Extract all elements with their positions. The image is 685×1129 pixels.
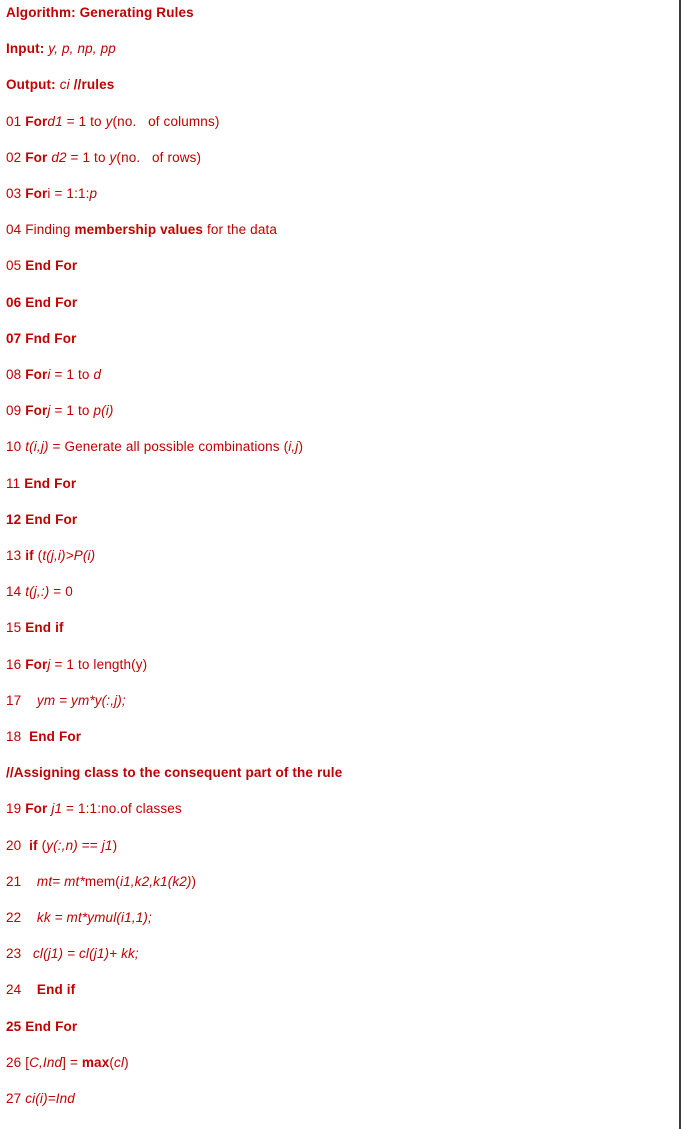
line-segment: 08 (6, 367, 26, 382)
line-segment: 05 (6, 258, 26, 274)
algorithm-line (6, 113, 220, 131)
line-segment: j (47, 656, 51, 672)
line-segment: = 0 (49, 584, 73, 600)
line-segment: 23 (6, 946, 34, 962)
line-segment: ( (33, 548, 43, 563)
algorithm-line (6, 221, 277, 239)
line-segment: = 1 to length(y) (50, 656, 148, 672)
line-segment: End For (25, 258, 78, 274)
line-segment: t(j,:) (25, 584, 50, 600)
algorithm-line (6, 511, 77, 529)
algorithm-line (6, 294, 77, 312)
line-segment: = 1 to (50, 403, 94, 419)
line-segment: ] = (62, 1054, 82, 1070)
algorithm-line (6, 656, 147, 674)
algorithm-line (6, 945, 139, 963)
page-right-border (679, 0, 681, 1129)
line-segment: 26 [ (6, 1054, 30, 1070)
line-segment: ym = ym*y(:,j); (36, 692, 126, 708)
line-segment: For (25, 403, 48, 419)
line-segment: //rules (69, 77, 115, 93)
line-segment: End if (25, 620, 64, 636)
line-segment: 20 (6, 837, 30, 853)
line-segment: d2 (51, 149, 67, 165)
algorithm-line (6, 619, 64, 637)
line-segment: 12 End For (6, 511, 78, 527)
line-segment: cl (114, 1054, 125, 1070)
line-segment: End For (24, 475, 77, 491)
line-segment: //Assigning class to the consequent part of the rule (6, 765, 343, 781)
line-segment: For (25, 367, 48, 382)
algorithm-line (6, 40, 116, 58)
algorithm-line (6, 185, 97, 203)
algorithm-line (6, 4, 194, 22)
algorithm-line (6, 402, 114, 420)
line-segment: ) (112, 837, 118, 853)
line-segment: y(:,n) (46, 837, 78, 853)
line-segment: For (25, 113, 48, 129)
line-segment: For (25, 801, 48, 817)
line-segment: == (77, 837, 102, 853)
algorithm-line (6, 76, 114, 94)
line-segment: 03 (6, 186, 26, 201)
line-segment: p (89, 186, 98, 201)
line-segment: Input: (6, 41, 49, 57)
line-segment: 15 (6, 620, 26, 636)
line-segment: 06 End For (6, 294, 78, 310)
line-segment: = 1 to (66, 149, 110, 165)
line-segment: 13 (6, 548, 26, 563)
line-segment: ( (37, 837, 47, 853)
line-segment: End For (29, 729, 82, 744)
line-segment: 18 (6, 729, 30, 744)
line-segment: 25 End For (6, 1018, 78, 1034)
algorithm-line (6, 547, 95, 565)
line-segment: For (25, 656, 48, 672)
line-segment: 22 (6, 910, 37, 925)
line-segment: mt= mt* (36, 873, 85, 889)
algorithm-line (6, 800, 182, 818)
line-segment: membership values (74, 222, 204, 238)
line-segment: i (47, 367, 51, 382)
line-segment: 19 (6, 801, 26, 817)
line-segment: ) (298, 439, 304, 455)
algorithm-line (6, 1054, 129, 1072)
line-segment: i1,k2,k1(k2) (119, 873, 192, 889)
line-segment: 27 (6, 1091, 26, 1106)
algorithm-line (6, 149, 201, 167)
line-segment: 21 (6, 873, 37, 889)
line-segment: ) (191, 873, 197, 889)
line-segment: 16 (6, 656, 26, 672)
algorithm-line (6, 692, 126, 710)
line-segment: ci (59, 77, 70, 93)
line-segment: y, p, np, pp (48, 41, 116, 57)
line-segment: ci(i)=Ind (25, 1091, 75, 1106)
line-segment: d1 (47, 113, 63, 129)
line-segment: Algorithm: Generating Rules (6, 5, 194, 20)
line-segment: 10 (6, 439, 26, 455)
algorithm-line (6, 909, 152, 927)
line-segment: End if (36, 982, 76, 998)
line-segment: 11 (6, 475, 25, 491)
algorithm-line (6, 366, 101, 384)
line-segment: = 1 to (62, 113, 106, 129)
line-segment: i = 1:1: (47, 186, 90, 201)
line-segment: 07 Fnd For (6, 330, 77, 346)
line-segment: i,j (288, 439, 299, 455)
line-segment: C,Ind (29, 1054, 63, 1070)
line-segment: p(i) (93, 403, 114, 419)
line-segment: (no. of rows) (116, 149, 202, 165)
line-segment: if (29, 837, 38, 853)
line-segment: mem( (84, 873, 120, 889)
algorithm-line (6, 764, 342, 782)
line-segment: 01 (6, 113, 26, 129)
line-segment: For (25, 149, 48, 165)
line-segment: 14 (6, 584, 26, 600)
line-segment: 09 (6, 403, 26, 419)
line-segment: 24 (6, 982, 37, 998)
line-segment: kk = mt*ymul(i1,1); (36, 910, 152, 925)
algorithm-line (6, 583, 73, 601)
line-segment: j (47, 403, 51, 419)
line-segment: j1 (51, 801, 63, 817)
line-segment: For (25, 186, 48, 201)
algorithm-line (6, 873, 196, 891)
algorithm-line (6, 1090, 75, 1108)
line-segment: if (25, 548, 34, 563)
line-segment: j1 (101, 837, 113, 853)
line-segment: (no. of columns) (112, 113, 220, 129)
line-segment: t(j,i)>P(i) (42, 548, 96, 563)
algorithm-line (6, 257, 77, 275)
algorithm-line (6, 728, 81, 746)
line-segment: for the data (203, 222, 278, 238)
algorithm-line (6, 1018, 77, 1036)
line-segment: = 1 to (50, 367, 94, 382)
line-segment: = Generate all possible combinations ( (48, 439, 289, 455)
line-segment: max (81, 1054, 110, 1070)
algorithm-line (6, 330, 77, 348)
line-segment: = 1:1:no.of classes (62, 801, 182, 817)
line-segment: t(i,j) (25, 439, 49, 455)
line-segment: 17 (6, 692, 37, 708)
line-segment: y (105, 113, 113, 129)
line-segment: y (109, 149, 117, 165)
line-segment: 02 (6, 149, 26, 165)
line-segment: 04 Finding (6, 222, 75, 238)
algorithm-line (6, 981, 75, 999)
line-segment: Output: (6, 77, 60, 93)
line-segment: d (93, 367, 102, 382)
algorithm-line (6, 475, 76, 493)
algorithm-line (6, 837, 117, 855)
line-segment: cl(j1) = cl(j1)+ kk; (33, 946, 139, 962)
line-segment: ( (109, 1054, 115, 1070)
algorithm-line (6, 438, 303, 456)
line-segment: ) (124, 1054, 129, 1070)
